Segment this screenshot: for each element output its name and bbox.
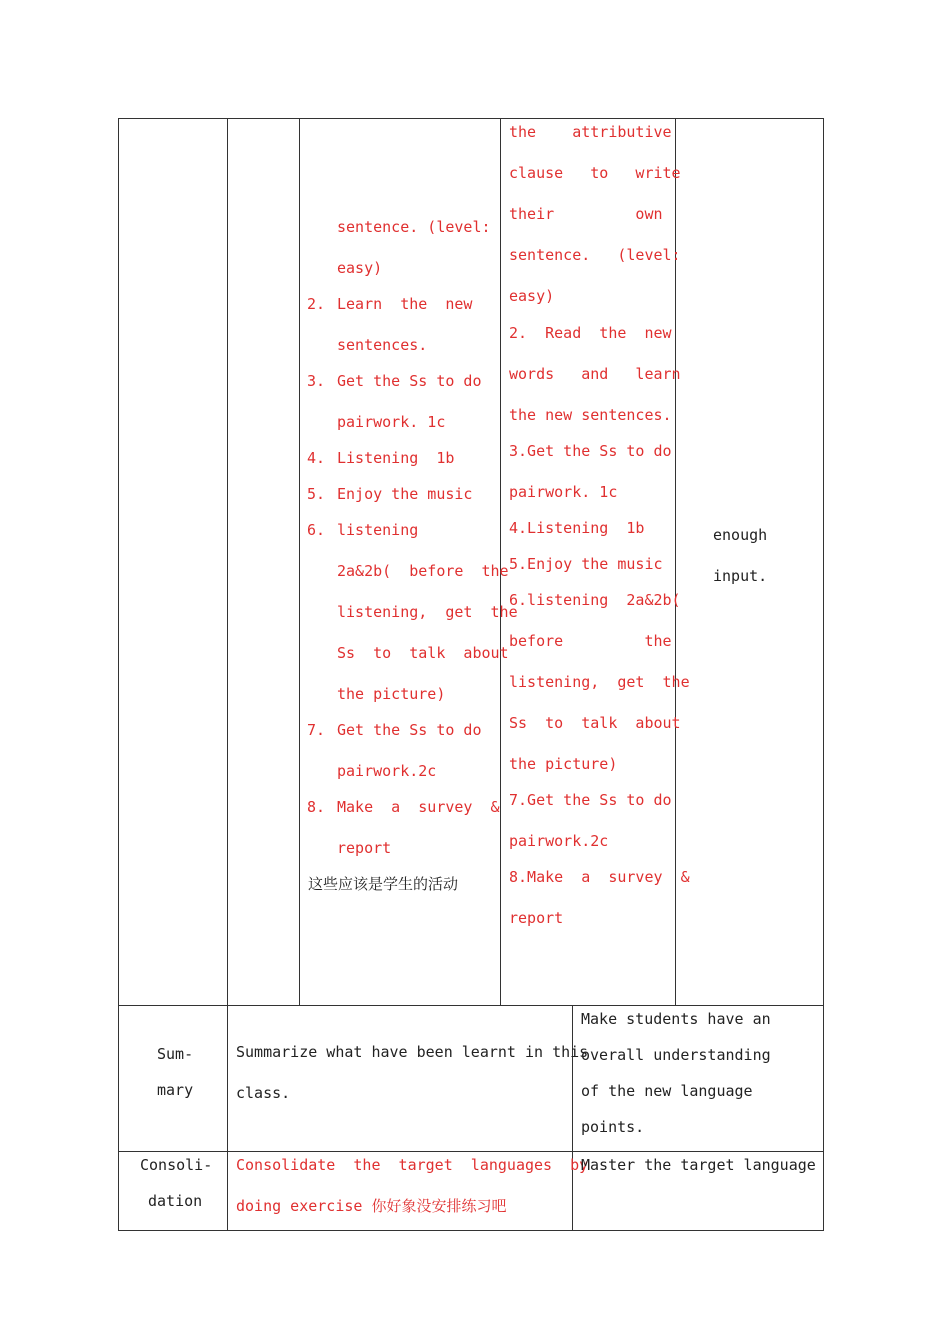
activity-text: Ss to talk about — [509, 714, 681, 732]
consolidation-content: Consolidate the target languages by — [236, 1156, 589, 1174]
activity-text: 3.Get the Ss to do — [509, 442, 672, 460]
stage-label: Consoli- — [140, 1156, 213, 1174]
summary-purpose: overall understanding — [581, 1046, 771, 1064]
stage-label: Sum- — [157, 1045, 194, 1063]
activity-text: the attributive — [509, 123, 672, 141]
purpose-text: enough — [713, 526, 768, 544]
activity-text: Learn the new — [337, 295, 473, 313]
activity-text: sentences. — [337, 336, 428, 354]
activity-text: listening, get the — [509, 673, 690, 691]
activity-text: the picture) — [509, 755, 618, 773]
activity-text: sentence. (level: — [509, 246, 681, 264]
col-divider — [227, 118, 228, 1231]
table-border-left — [118, 118, 119, 1231]
activity-text: pairwork. 1c — [509, 483, 618, 501]
activity-text: report — [509, 909, 564, 927]
activity-text: 5.Enjoy the music — [509, 555, 663, 573]
list-number: 6. — [307, 521, 326, 539]
summary-purpose: points. — [581, 1118, 645, 1136]
activity-text: report — [337, 839, 392, 857]
activity-text: clause to write — [509, 164, 681, 182]
activity-text: the new sentences. — [509, 406, 672, 424]
activity-text: easy) — [337, 259, 383, 277]
activity-text: sentence. (level: — [337, 218, 491, 236]
activity-text: 2. Read the new — [509, 324, 672, 342]
activity-text: Enjoy the music — [337, 485, 473, 503]
activity-text: 7.Get the Ss to do — [509, 791, 672, 809]
summary-purpose: Make students have an — [581, 1010, 771, 1028]
table-border-bottom — [118, 1230, 824, 1231]
activity-text: before the — [509, 632, 672, 650]
col-divider — [572, 1005, 573, 1231]
activity-text: pairwork.2c — [337, 762, 437, 780]
activity-text: 4.Listening 1b — [509, 519, 645, 537]
list-number: 5. — [307, 485, 326, 503]
activity-text: pairwork.2c — [509, 832, 609, 850]
activity-text: 2a&2b( before the — [337, 562, 509, 580]
reviewer-comment: 你好象没安排练习吧 — [371, 1197, 507, 1215]
activity-text: listening — [337, 521, 419, 539]
activity-text: pairwork. 1c — [337, 413, 446, 431]
activity-text: Make a survey & — [337, 798, 500, 816]
activity-text: 6.listening 2a&2b( — [509, 591, 681, 609]
col-divider — [299, 118, 300, 1006]
list-number: 7. — [307, 721, 326, 739]
activity-text: words and learn — [509, 365, 681, 383]
list-number: 2. — [307, 295, 326, 313]
row-divider — [118, 1005, 824, 1006]
stage-label: mary — [157, 1081, 194, 1099]
activity-text: Get the Ss to do — [337, 721, 482, 739]
activity-text: Get the Ss to do — [337, 372, 482, 390]
stage-label: dation — [148, 1192, 203, 1210]
consolidation-purpose: Master the target language — [581, 1156, 816, 1174]
summary-content: class. — [236, 1084, 291, 1102]
activity-text: easy) — [509, 287, 555, 305]
table-border-right — [823, 118, 824, 1231]
activity-text: listening, get the — [337, 603, 518, 621]
summary-content: Summarize what have been learnt in this — [236, 1043, 589, 1061]
consolidation-content — [236, 1197, 506, 1215]
activity-text: their own — [509, 205, 663, 223]
activity-text: Listening 1b — [337, 449, 455, 467]
activity-text: the picture) — [337, 685, 446, 703]
summary-purpose: of the new language — [581, 1082, 753, 1100]
list-number: 8. — [307, 798, 326, 816]
table-border-top — [118, 118, 824, 119]
list-number: 4. — [307, 449, 326, 467]
purpose-text: input. — [713, 567, 768, 585]
reviewer-comment: 这些应该是学生的活动 — [308, 875, 459, 893]
consolidation-content-en: doing exercise — [236, 1197, 372, 1215]
activity-text: 8.Make a survey & — [509, 868, 690, 886]
activity-text: Ss to talk about — [337, 644, 509, 662]
list-number: 3. — [307, 372, 326, 390]
row-divider — [118, 1151, 824, 1152]
